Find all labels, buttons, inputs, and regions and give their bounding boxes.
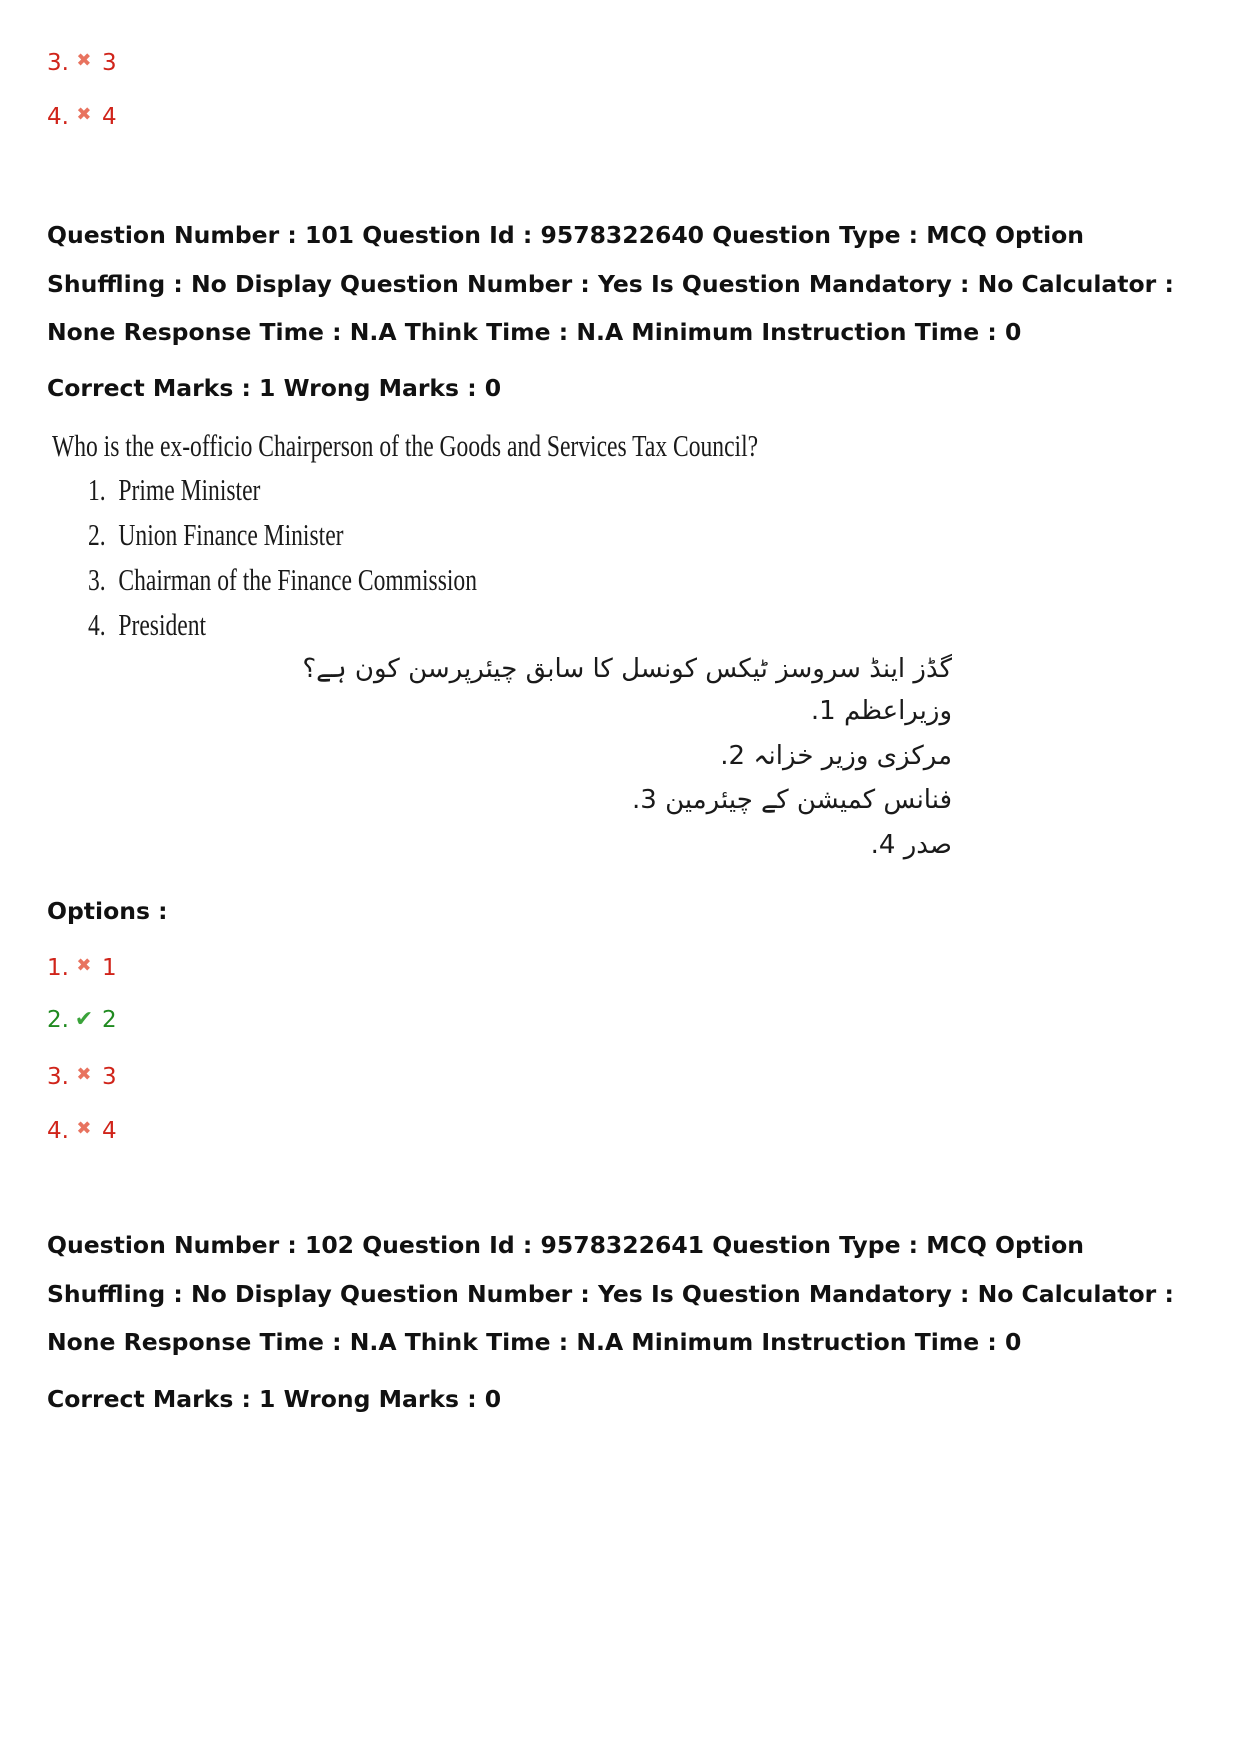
cross-icon: ✖ <box>76 955 92 976</box>
english-choice-3: 3. Chairman of the Finance Commission <box>88 562 477 597</box>
option-4 <box>47 1114 117 1146</box>
question-101-meta: Question Number : 101 Question Id : 9578322640 Question Type : MCQ Option Shuffling : No Display Question Number : Yes Is Question Mandatory : No Calculator : None Response Time : N.A Think Time : N.A Minimum Instruction Time : 0 <box>47 221 1174 346</box>
prev-option-3 <box>47 46 117 78</box>
option-number: 1. <box>47 955 69 981</box>
urdu-choice-4: صدر 4. <box>870 830 952 860</box>
options-heading: Options : <box>47 897 168 925</box>
cross-icon: ✖ <box>76 104 92 125</box>
question-102-meta: Question Number : 102 Question Id : 9578322641 Question Type : MCQ Option Shuffling : No Display Question Number : Yes Is Question Mandatory : No Calculator : None Response Time : N.A Think Time : N.A Minimum Instruction Time : 0 <box>47 1231 1174 1356</box>
question-102-marks: Correct Marks : 1 Wrong Marks : 0 <box>47 1385 502 1413</box>
cross-icon: ✖ <box>76 50 92 71</box>
option-1 <box>47 951 117 983</box>
english-choice-1: 1. Prime Minister <box>88 472 261 507</box>
option-label: 3 <box>101 1064 117 1090</box>
check-icon: ✔ <box>74 1007 94 1032</box>
cross-icon: ✖ <box>76 1118 92 1139</box>
cross-icon: ✖ <box>76 1064 92 1085</box>
urdu-choice-3: فنانس کمیشن کے چیئرمین 3. <box>632 785 952 815</box>
option-number: 4. <box>47 1118 69 1144</box>
option-label: 3 <box>101 50 117 76</box>
question-text-urdu: گڈز اینڈ سروسز ٹیکس کونسل کا سابق چیئرپرسن کون ہے؟ <box>302 654 952 684</box>
option-label: 2 <box>101 1007 117 1033</box>
option-number: 3. <box>47 1064 69 1090</box>
option-3 <box>47 1060 117 1092</box>
question-101-marks: Correct Marks : 1 Wrong Marks : 0 <box>47 374 502 402</box>
prev-option-4 <box>47 100 117 132</box>
urdu-choice-1: وزیراعظم 1. <box>810 696 952 726</box>
option-label: 4 <box>101 104 117 130</box>
english-choice-2: 2. Union Finance Minister <box>88 517 344 552</box>
option-number: 3. <box>47 50 69 76</box>
option-label: 4 <box>101 1118 117 1144</box>
question-text-english: Who is the ex-officio Chairperson of the Goods and Services Tax Council? <box>52 428 759 463</box>
option-number: 4. <box>47 104 69 130</box>
question-101-image <box>52 428 952 873</box>
urdu-choice-2: مرکزی وزیر خزانہ 2. <box>720 741 952 771</box>
option-number: 2. <box>47 1007 69 1033</box>
option-2 <box>47 1005 117 1035</box>
option-label: 1 <box>101 955 117 981</box>
english-choice-4: 4. President <box>88 607 207 642</box>
